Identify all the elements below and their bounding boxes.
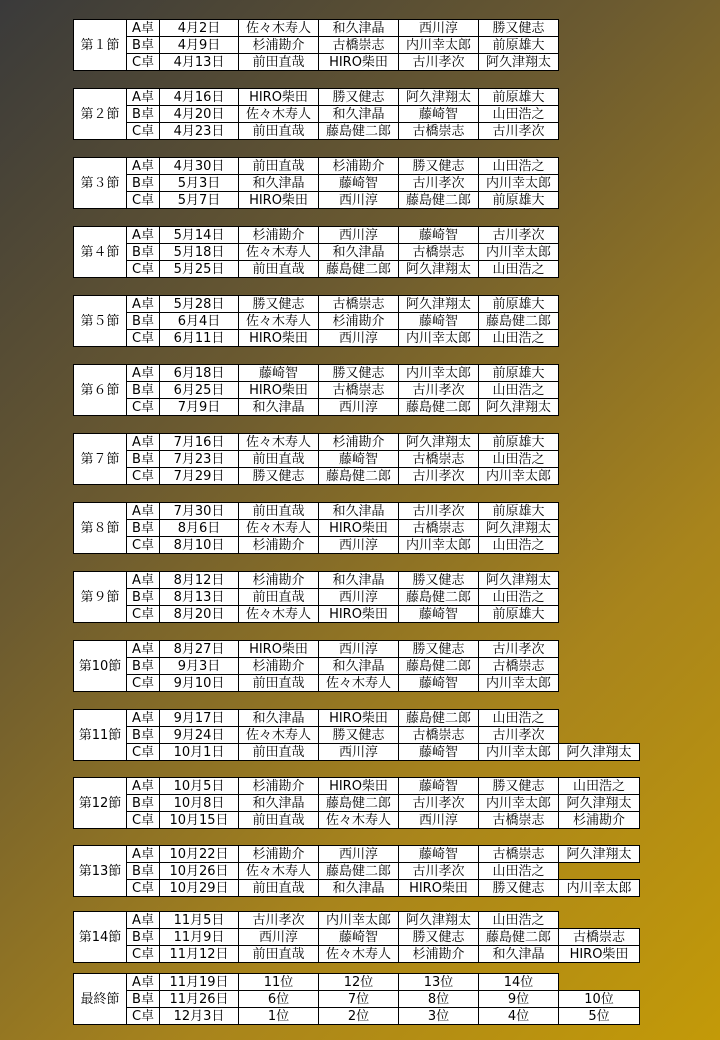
player-cell: 西川淳 [318, 845, 399, 863]
player-cell: HIRO柴田 [318, 53, 399, 71]
player-cell: 2位 [318, 1007, 399, 1025]
player-cell: 前原雄大 [478, 88, 559, 106]
date-cell: 10月26日 [159, 862, 239, 880]
date-cell: 10月5日 [159, 777, 239, 795]
player-cell: 杉浦勘介 [318, 312, 399, 330]
player-cell: 藤島健二郎 [478, 312, 559, 330]
table-cell: B卓 [126, 519, 160, 537]
player-cell: 佐々木寿人 [238, 862, 319, 880]
player-cell: 藤島健二郎 [318, 122, 399, 140]
table-cell: A卓 [126, 709, 160, 727]
player-cell: 佐々木寿人 [318, 811, 399, 829]
table-cell: A卓 [126, 973, 160, 991]
player-cell: 和久津晶 [238, 174, 319, 192]
player-cell: 内川幸太郎 [398, 536, 479, 554]
table-cell: C卓 [126, 122, 160, 140]
player-cell: 前原雄大 [478, 605, 559, 623]
player-cell: 佐々木寿人 [238, 519, 319, 537]
player-cell: 勝又健志 [318, 364, 399, 382]
player-cell: 内川幸太郎 [478, 174, 559, 192]
table-cell: B卓 [126, 990, 160, 1008]
player-cell: 前田直哉 [238, 811, 319, 829]
player-cell: 勝又健志 [238, 295, 319, 313]
date-cell: 10月22日 [159, 845, 239, 863]
player-cell: 佐々木寿人 [238, 726, 319, 744]
table-cell: B卓 [126, 243, 160, 261]
player-cell: 藤島健二郎 [318, 467, 399, 485]
player-cell: 前原雄大 [478, 295, 559, 313]
player-cell: 8位 [398, 990, 479, 1008]
player-cell: 勝又健志 [478, 19, 559, 37]
player-cell: 西川淳 [318, 191, 399, 209]
date-cell: 4月30日 [159, 157, 239, 175]
date-cell: 5月28日 [159, 295, 239, 313]
player-cell: 山田浩之 [478, 709, 559, 727]
table-cell: B卓 [126, 794, 160, 812]
table-cell: C卓 [126, 1007, 160, 1025]
player-cell: 藤崎智 [398, 312, 479, 330]
player-cell: 勝又健志 [478, 777, 559, 795]
date-cell: 8月20日 [159, 605, 239, 623]
player-cell: 佐々木寿人 [238, 19, 319, 37]
table-cell: C卓 [126, 605, 160, 623]
player-cell: 勝又健志 [398, 928, 479, 946]
player-cell: 前田直哉 [238, 122, 319, 140]
section-label: 第８節 [73, 502, 127, 554]
date-cell: 4月2日 [159, 19, 239, 37]
player-cell: 古橋崇志 [478, 811, 559, 829]
player-cell: 内川幸太郎 [398, 329, 479, 347]
player-cell: 内川幸太郎 [478, 674, 559, 692]
section-label: 第７節 [73, 433, 127, 485]
player-cell: 藤崎智 [238, 364, 319, 382]
player-cell: 西川淳 [318, 640, 399, 658]
player-cell: 前田直哉 [238, 450, 319, 468]
section-label: 第６節 [73, 364, 127, 416]
player-cell: 藤崎智 [318, 450, 399, 468]
player-cell: 阿久津翔太 [398, 295, 479, 313]
section-label: 第２節 [73, 88, 127, 140]
player-cell: 前田直哉 [238, 260, 319, 278]
player-cell: HIRO柴田 [318, 777, 399, 795]
player-cell: 藤島健二郎 [318, 862, 399, 880]
player-cell: 古川孝次 [478, 726, 559, 744]
table-cell: A卓 [126, 295, 160, 313]
section-label: 第10節 [73, 640, 127, 692]
date-cell: 6月25日 [159, 381, 239, 399]
player-cell: 杉浦勘介 [558, 811, 640, 829]
date-cell: 9月17日 [159, 709, 239, 727]
date-cell: 8月10日 [159, 536, 239, 554]
player-cell: 内川幸太郎 [478, 243, 559, 261]
date-cell: 11月26日 [159, 990, 239, 1008]
table-cell: B卓 [126, 381, 160, 399]
player-cell: 古橋崇志 [398, 122, 479, 140]
player-cell: 前田直哉 [238, 157, 319, 175]
player-cell: 古橋崇志 [398, 726, 479, 744]
player-cell: 勝又健志 [238, 467, 319, 485]
section-label: 第11節 [73, 709, 127, 761]
player-cell: 古川孝次 [478, 640, 559, 658]
date-cell: 8月13日 [159, 588, 239, 606]
player-cell: 14位 [478, 973, 559, 991]
player-cell: 11位 [238, 973, 319, 991]
player-cell: 阿久津翔太 [478, 398, 559, 416]
player-cell: 前田直哉 [238, 53, 319, 71]
date-cell: 10月1日 [159, 743, 239, 761]
player-cell: 1位 [238, 1007, 319, 1025]
player-cell: HIRO柴田 [318, 709, 399, 727]
player-cell: HIRO柴田 [318, 519, 399, 537]
player-cell: 12位 [318, 973, 399, 991]
player-cell: 山田浩之 [478, 588, 559, 606]
player-cell: 和久津晶 [318, 571, 399, 589]
player-cell: 内川幸太郎 [478, 794, 559, 812]
date-cell: 7月29日 [159, 467, 239, 485]
player-cell: 和久津晶 [318, 19, 399, 37]
player-cell: 古川孝次 [398, 862, 479, 880]
player-cell: 佐々木寿人 [238, 433, 319, 451]
table-cell: A卓 [126, 364, 160, 382]
table-cell: B卓 [126, 862, 160, 880]
table-cell: C卓 [126, 536, 160, 554]
player-cell: 藤島健二郎 [398, 588, 479, 606]
player-cell: 藤崎智 [398, 674, 479, 692]
section-label: 第３節 [73, 157, 127, 209]
player-cell: 藤崎智 [398, 226, 479, 244]
player-cell: 古橋崇志 [318, 381, 399, 399]
date-cell: 5月25日 [159, 260, 239, 278]
player-cell: 前原雄大 [478, 364, 559, 382]
section-label: 第14節 [73, 911, 127, 963]
player-cell: 阿久津翔太 [558, 743, 640, 761]
table-cell: A卓 [126, 845, 160, 863]
player-cell: 山田浩之 [558, 777, 640, 795]
player-cell: 山田浩之 [478, 381, 559, 399]
date-cell: 6月4日 [159, 312, 239, 330]
player-cell: 山田浩之 [478, 329, 559, 347]
player-cell: 杉浦勘介 [318, 157, 399, 175]
date-cell: 4月20日 [159, 105, 239, 123]
date-cell: 12月3日 [159, 1007, 239, 1025]
player-cell: 内川幸太郎 [478, 467, 559, 485]
player-cell: 西川淳 [318, 743, 399, 761]
player-cell: 10位 [558, 990, 640, 1008]
player-cell: 古川孝次 [398, 174, 479, 192]
date-cell: 11月19日 [159, 973, 239, 991]
player-cell: 佐々木寿人 [238, 312, 319, 330]
date-cell: 11月5日 [159, 911, 239, 929]
table-cell: A卓 [126, 571, 160, 589]
player-cell: 3位 [398, 1007, 479, 1025]
player-cell: 前原雄大 [478, 433, 559, 451]
player-cell: 山田浩之 [478, 157, 559, 175]
player-cell: 9位 [478, 990, 559, 1008]
player-cell: 前原雄大 [478, 502, 559, 520]
player-cell: 13位 [398, 973, 479, 991]
table-cell: B卓 [126, 928, 160, 946]
player-cell: 藤崎智 [398, 105, 479, 123]
table-cell: B卓 [126, 105, 160, 123]
player-cell: 古橋崇志 [318, 36, 399, 54]
date-cell: 7月23日 [159, 450, 239, 468]
player-cell: 佐々木寿人 [238, 105, 319, 123]
player-cell: 阿久津翔太 [398, 260, 479, 278]
player-cell: 和久津晶 [318, 879, 399, 897]
table-cell: C卓 [126, 811, 160, 829]
player-cell: 杉浦勘介 [238, 36, 319, 54]
player-cell: 藤崎智 [398, 605, 479, 623]
date-cell: 7月30日 [159, 502, 239, 520]
table-cell: C卓 [126, 191, 160, 209]
player-cell: 西川淳 [318, 536, 399, 554]
player-cell: 藤崎智 [398, 845, 479, 863]
date-cell: 5月14日 [159, 226, 239, 244]
player-cell: 藤崎智 [398, 743, 479, 761]
player-cell: 古川孝次 [398, 794, 479, 812]
table-cell: C卓 [126, 329, 160, 347]
player-cell: 古川孝次 [478, 226, 559, 244]
date-cell: 10月15日 [159, 811, 239, 829]
section-label: 第12節 [73, 777, 127, 829]
player-cell: 和久津晶 [318, 243, 399, 261]
player-cell: 藤島健二郎 [398, 709, 479, 727]
player-cell: HIRO柴田 [238, 640, 319, 658]
player-cell: 山田浩之 [478, 260, 559, 278]
player-cell: 西川淳 [238, 928, 319, 946]
player-cell: 古橋崇志 [478, 657, 559, 675]
player-cell: 山田浩之 [478, 911, 559, 929]
player-cell: 勝又健志 [398, 157, 479, 175]
player-cell: 西川淳 [398, 19, 479, 37]
player-cell: 山田浩之 [478, 105, 559, 123]
date-cell: 4月16日 [159, 88, 239, 106]
table-cell: C卓 [126, 743, 160, 761]
date-cell: 10月8日 [159, 794, 239, 812]
player-cell: 杉浦勘介 [238, 777, 319, 795]
player-cell: 杉浦勘介 [238, 657, 319, 675]
player-cell: 西川淳 [318, 588, 399, 606]
player-cell: 内川幸太郎 [398, 36, 479, 54]
player-cell: 藤島健二郎 [398, 657, 479, 675]
player-cell: 勝又健志 [318, 726, 399, 744]
date-cell: 4月9日 [159, 36, 239, 54]
table-cell: C卓 [126, 398, 160, 416]
table-cell: C卓 [126, 53, 160, 71]
section-label: 第13節 [73, 845, 127, 897]
table-cell: C卓 [126, 945, 160, 963]
player-cell: 古川孝次 [478, 122, 559, 140]
date-cell: 11月9日 [159, 928, 239, 946]
player-cell: 阿久津翔太 [558, 845, 640, 863]
table-cell: A卓 [126, 19, 160, 37]
player-cell: 西川淳 [398, 811, 479, 829]
table-cell: A卓 [126, 640, 160, 658]
player-cell: 西川淳 [318, 226, 399, 244]
player-cell: 阿久津翔太 [478, 519, 559, 537]
date-cell: 8月12日 [159, 571, 239, 589]
player-cell: 藤島健二郎 [398, 191, 479, 209]
player-cell: 古川孝次 [398, 467, 479, 485]
player-cell: HIRO柴田 [318, 605, 399, 623]
player-cell: 佐々木寿人 [238, 243, 319, 261]
player-cell: 前原雄大 [478, 36, 559, 54]
date-cell: 9月24日 [159, 726, 239, 744]
player-cell: 内川幸太郎 [478, 743, 559, 761]
date-cell: 11月12日 [159, 945, 239, 963]
player-cell: 西川淳 [318, 329, 399, 347]
date-cell: 8月6日 [159, 519, 239, 537]
player-cell: 前原雄大 [478, 191, 559, 209]
player-cell: 和久津晶 [478, 945, 559, 963]
player-cell: 古川孝次 [398, 381, 479, 399]
table-cell: B卓 [126, 657, 160, 675]
player-cell: 藤崎智 [318, 928, 399, 946]
table-cell: C卓 [126, 467, 160, 485]
player-cell: 古橋崇志 [558, 928, 640, 946]
player-cell: 藤崎智 [318, 174, 399, 192]
date-cell: 4月23日 [159, 122, 239, 140]
player-cell: 山田浩之 [478, 536, 559, 554]
player-cell: 前田直哉 [238, 502, 319, 520]
table-cell: B卓 [126, 450, 160, 468]
player-cell: 杉浦勘介 [238, 226, 319, 244]
date-cell: 5月3日 [159, 174, 239, 192]
table-cell: A卓 [126, 911, 160, 929]
section-label: 第５節 [73, 295, 127, 347]
player-cell: HIRO柴田 [398, 879, 479, 897]
player-cell: 藤崎智 [398, 777, 479, 795]
table-cell: A卓 [126, 502, 160, 520]
player-cell: 藤島健二郎 [398, 398, 479, 416]
player-cell: 阿久津翔太 [478, 571, 559, 589]
player-cell: 古橋崇志 [398, 450, 479, 468]
date-cell: 7月16日 [159, 433, 239, 451]
player-cell: 杉浦勘介 [398, 945, 479, 963]
player-cell: 勝又健志 [318, 88, 399, 106]
table-cell: C卓 [126, 674, 160, 692]
player-cell: 和久津晶 [238, 709, 319, 727]
date-cell: 5月7日 [159, 191, 239, 209]
player-cell: 前田直哉 [238, 743, 319, 761]
table-cell: C卓 [126, 879, 160, 897]
table-cell: B卓 [126, 36, 160, 54]
player-cell: 4位 [478, 1007, 559, 1025]
player-cell: 前田直哉 [238, 674, 319, 692]
player-cell: 5位 [558, 1007, 640, 1025]
player-cell: 勝又健志 [478, 879, 559, 897]
player-cell: 内川幸太郎 [318, 911, 399, 929]
table-cell: A卓 [126, 88, 160, 106]
player-cell: 和久津晶 [318, 105, 399, 123]
player-cell: 杉浦勘介 [318, 433, 399, 451]
player-cell: 古橋崇志 [318, 295, 399, 313]
player-cell: 前田直哉 [238, 879, 319, 897]
player-cell: 和久津晶 [238, 794, 319, 812]
player-cell: 古川孝次 [398, 53, 479, 71]
player-cell: 阿久津翔太 [478, 53, 559, 71]
date-cell: 10月29日 [159, 879, 239, 897]
table-cell: C卓 [126, 260, 160, 278]
player-cell: 藤島健二郎 [318, 794, 399, 812]
player-cell: 阿久津翔太 [558, 794, 640, 812]
player-cell: 西川淳 [318, 398, 399, 416]
player-cell: 佐々木寿人 [318, 945, 399, 963]
player-cell: 佐々木寿人 [318, 674, 399, 692]
section-label: 最終節 [73, 973, 127, 1025]
player-cell: 阿久津翔太 [398, 88, 479, 106]
table-cell: B卓 [126, 588, 160, 606]
date-cell: 6月18日 [159, 364, 239, 382]
player-cell: 阿久津翔太 [398, 911, 479, 929]
player-cell: 古橋崇志 [398, 519, 479, 537]
date-cell: 6月11日 [159, 329, 239, 347]
player-cell: 内川幸太郎 [398, 364, 479, 382]
table-cell: A卓 [126, 433, 160, 451]
table-cell: A卓 [126, 777, 160, 795]
section-label: 第１節 [73, 19, 127, 71]
section-label: 第９節 [73, 571, 127, 623]
date-cell: 7月9日 [159, 398, 239, 416]
player-cell: 6位 [238, 990, 319, 1008]
player-cell: 古橋崇志 [478, 845, 559, 863]
table-cell: A卓 [126, 157, 160, 175]
player-cell: HIRO柴田 [238, 381, 319, 399]
date-cell: 5月18日 [159, 243, 239, 261]
player-cell: 古川孝次 [238, 911, 319, 929]
table-cell: A卓 [126, 226, 160, 244]
date-cell: 9月3日 [159, 657, 239, 675]
player-cell: 山田浩之 [478, 862, 559, 880]
date-cell: 9月10日 [159, 674, 239, 692]
player-cell: 山田浩之 [478, 450, 559, 468]
section-label: 第４節 [73, 226, 127, 278]
player-cell: 内川幸太郎 [558, 879, 640, 897]
player-cell: 藤島健二郎 [318, 260, 399, 278]
player-cell: 藤島健二郎 [478, 928, 559, 946]
table-cell: B卓 [126, 312, 160, 330]
player-cell: HIRO柴田 [238, 88, 319, 106]
table-cell: B卓 [126, 174, 160, 192]
player-cell: HIRO柴田 [238, 329, 319, 347]
player-cell: 7位 [318, 990, 399, 1008]
player-cell: 杉浦勘介 [238, 536, 319, 554]
player-cell: 古川孝次 [398, 502, 479, 520]
player-cell: 杉浦勘介 [238, 571, 319, 589]
player-cell: 勝又健志 [398, 571, 479, 589]
player-cell: 前田直哉 [238, 588, 319, 606]
player-cell: 佐々木寿人 [238, 605, 319, 623]
player-cell: 阿久津翔太 [398, 433, 479, 451]
player-cell: HIRO柴田 [558, 945, 640, 963]
player-cell: 前田直哉 [238, 945, 319, 963]
date-cell: 4月13日 [159, 53, 239, 71]
player-cell: 杉浦勘介 [238, 845, 319, 863]
player-cell: 和久津晶 [318, 502, 399, 520]
table-cell: B卓 [126, 726, 160, 744]
player-cell: 古橋崇志 [398, 243, 479, 261]
player-cell: HIRO柴田 [238, 191, 319, 209]
date-cell: 8月27日 [159, 640, 239, 658]
player-cell: 勝又健志 [398, 640, 479, 658]
player-cell: 和久津晶 [238, 398, 319, 416]
player-cell: 和久津晶 [318, 657, 399, 675]
